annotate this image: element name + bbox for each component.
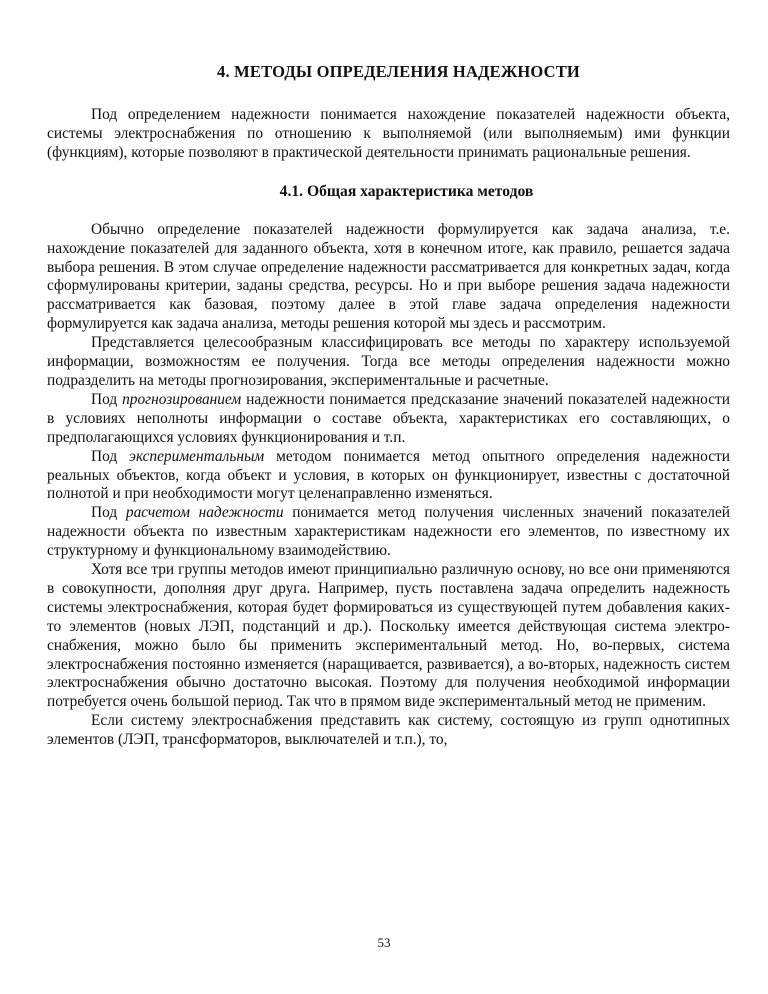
page-number: 53 [377,935,391,950]
paragraph-analysis: Обычно определение показателей надежности формулируется как задача анализа, т.е. нахождение показателей для заданного объекта, хотя в конечном итоге, как правило, решается задача выбора решения. В этом случае определение надежности рассматривается для конкретных задач, когда сформулированы критерии, заданы средства, ресурсы. Но и при выборе решения задача надежности рассматривается как базовая, поэтому далее в этой главе задача определения надежности формулируется как задача анализа, методы решения которой мы здесь и рассмотрим. [47,220,730,333]
term-experimental: экспериментальным [129,447,265,465]
paragraph-rest: методом понимается метод опытного определения надежности реальных объектов, когда объект и условия, в которых он функционирует, известны с достаточной полнотой и при необходимости могут целенаправленно изменяться. [47,447,731,503]
paragraph-calculation [47,504,730,561]
paragraph-forecasting [47,391,730,448]
paragraph-rest: надежности понимается предсказание значений показателей надежности в условиях неполноты информации о составе объекта, характеристиках его составляющих, о предполагающихся условиях функционирования и т.п. [47,390,731,446]
paragraph-lead: Под [91,447,130,465]
paragraph-system-groups: Если систему электроснабжения представить как систему, состоящую из групп однотипных элементов (ЛЭП, трансформаторов, выключателей и т.п.), то, [47,712,730,749]
paragraph-experimental [47,448,730,505]
intro-paragraph: Под определением надежности понимается нахождение показателей надежности объекта, системы электроснабжения по отношению к выполняемой (или выполняемым) ими функции (функциям), которые позволяют в практической деятельности принимать рациональные решения. [47,106,730,161]
page-body [47,62,730,750]
term-forecasting: прогнозированием [122,390,242,408]
term-calculation: расчетом надежности [125,504,284,522]
paragraph-lead: Под [91,390,123,408]
paragraph-lead: Под [91,504,126,522]
paragraph-combination: Хотя все три группы методов имеют принципиально различную основу, но все они применяются в совокупности, дополняя друг друга. Например, пусть поставлена задача определить надежность системы электроснабжения, которая будет формироваться из существующей путем добавления каких-то элементов (новых ЛЭП, подстанций и др.). Поскольку имеется действующая система электроснабжения, можно было бы применить экспериментальный метод. Но, во-первых, система электроснабжения постоянно изменяется (наращивается, развивается), а во-вторых, надежность систем электроснабжения обычно достаточно высокая. Поэтому для получения необходимой информации потребуется очень большой период. Так что в прямом виде экспериментальный метод не применим. [47,561,730,711]
paragraph-classification: Представляется целесообразным классифицировать все методы по характеру используемой информации, возможностям ее получения. Тогда все методы определения надежности можно подразделить на методы прогнозирования, экспериментальные и расчетные. [47,334,730,389]
section-title: 4.1. Общая характеристика методов [279,182,534,200]
paragraph-rest: понимается метод получения численных значений показателей надежности объекта по известным характеристикам надежности его элементов, по известному их структурному и функциональному взаимодействию. [47,504,731,560]
chapter-title: 4. МЕТОДЫ ОПРЕДЕЛЕНИЯ НАДЕЖНОСТИ [217,62,580,81]
